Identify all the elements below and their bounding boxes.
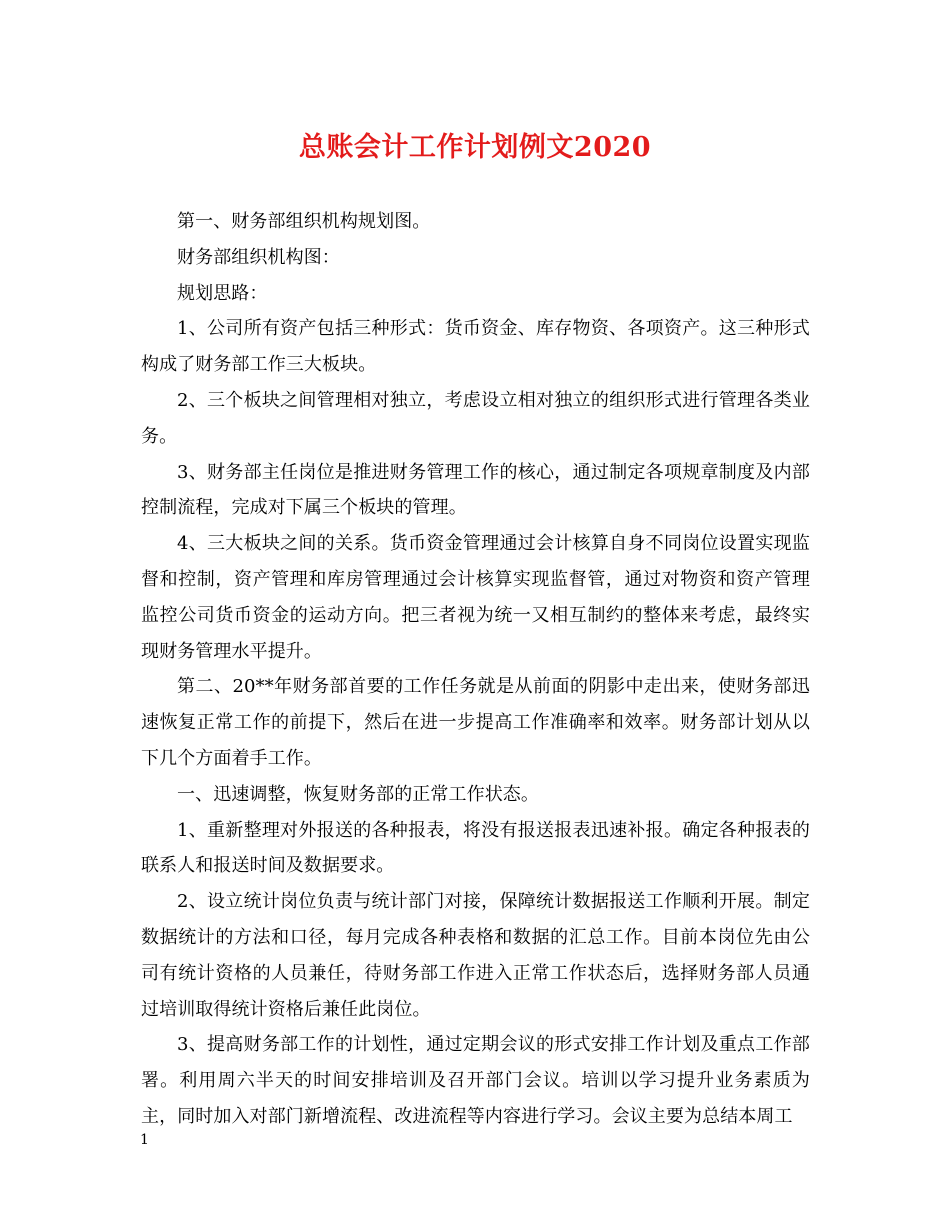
paragraph: 规划思路： [177, 282, 268, 304]
document-body [141, 204, 810, 1135]
paragraph: 第一、财务部组织机构规划图。 [177, 211, 431, 232]
paragraph: 1、公司所有资产包括三种形式：货币资金、库存物资、各项资产。这三种形式构成了财务部工作三大板块。 [141, 318, 810, 376]
paragraph: 1、重新整理对外报送的各种报表，将没有报送报表迅速补报。确定各种报表的联系人和报送时间及数据要求。 [141, 819, 810, 877]
paragraph: 2、设立统计岗位负责与统计部门对接，保障统计数据报送工作顺利开展。制定数据统计的方法和口径，每月完成各种表格和数据的汇总工作。目前本岗位先由公司有统计资格的人员兼任，待财务部工作进入正常工作状态后，选择财务部人员通过培训取得统计资格后兼任此岗位。 [141, 891, 810, 1020]
paragraph: 第二、20**年财务部首要的工作任务就是从前面的阴影中走出来，使财务部迅速恢复正常工作的前提下，然后在进一步提高工作准确率和效率。财务部计划从以下几个方面着手工作。 [141, 676, 810, 769]
paragraph: 财务部组织机构图： [177, 246, 340, 268]
paragraph: 2、三个板块之间管理相对独立，考虑设立相对独立的组织形式进行管理各类业务。 [141, 389, 810, 447]
document-title: 总账会计工作计划例文2020 [298, 132, 652, 163]
page-number: 1 [140, 1132, 149, 1148]
paragraph: 3、提高财务部工作的计划性，通过定期会议的形式安排工作计划及重点工作部署。利用周六半天的时间安排培训及召开部门会议。培训以学习提升业务素质为主，同时加入对部门新增流程、改进流程等内容进行学习。会议主要为总结本周工 [141, 1034, 810, 1127]
paragraph: 一、迅速调整，恢复财务部的正常工作状态。 [177, 783, 539, 805]
paragraph: 3、财务部主任岗位是推进财务管理工作的核心，通过制定各项规章制度及内部控制流程，完成对下属三个板块的管理。 [141, 461, 810, 519]
paragraph: 4、三大板块之间的关系。货币资金管理通过会计核算自身不同岗位设置实现监督和控制，资产管理和库房管理通过会计核算实现监督管，通过对物资和资产管理监控公司货币资金的运动方向。把三者视为统一又相互制约的整体来考虑，最终实现财务管理水平提升。 [141, 533, 810, 662]
